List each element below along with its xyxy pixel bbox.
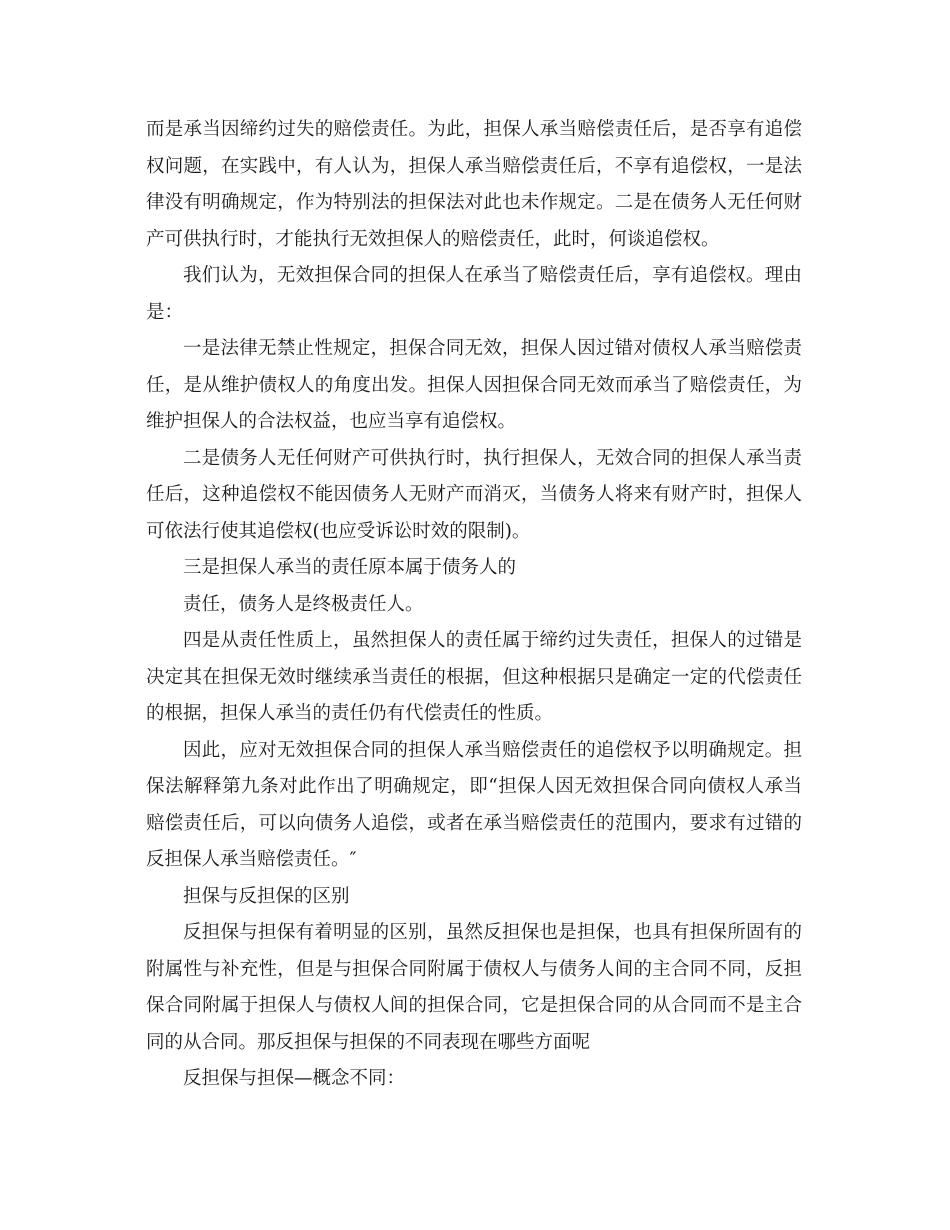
paragraph-reason-three: 三是担保人承当的责任原本属于债务人的	[183, 557, 517, 578]
paragraph-reason-three-cont: 责任，债务人是终极责任人。	[183, 593, 424, 615]
paragraph-reason-four: 四是从责任性质上，虽然担保人的责任属于缔约过失责任，担保人的过错是决定其在担保无效时继续承当责任的根据，但这种根据只是确定一定的代偿责任的根据，担保人承当的责任仍有代偿责任的性质。	[146, 630, 802, 724]
document-body	[146, 112, 802, 1098]
paragraph-concept: 反担保与担保—概念不同：	[183, 1068, 406, 1089]
paragraph-difference: 反担保与担保有着明显的区别，虽然反担保也是担保，也具有担保所固有的附属性与补充性，但是与担保合同附属于债权人与债务人间的主合同不同，反担保合同附属于担保人与债权人间的担保合同，它是担保合同的从合同而不是主合同的从合同。那反担保与担保的不同表现在哪些方面呢	[146, 922, 802, 1053]
paragraph-continuation: 而是承当因缔约过失的赔偿责任。为此，担保人承当赔偿责任后，是否享有追偿权问题，在实践中，有人认为，担保人承当赔偿责任后，不享有追偿权，一是法律没有明确规定，作为特别法的担保法对此也未作规定。二是在债务人无任何财产可供执行时，才能执行无效担保人的赔偿责任，此时，何谈追偿权。	[146, 119, 802, 250]
paragraph-conclusion: 因此，应对无效担保合同的担保人承当赔偿责任的追偿权予以明确规定。担保法解释第九条对此作出了明确规定，即“担保人因无效担保合同向债权人承当赔偿责任后，可以向债务人追偿，或者在承当赔偿责任的范围内，要求有过错的反担保人承当赔偿责任。″	[146, 739, 802, 870]
paragraph-reason-one: 一是法律无禁止性规定，担保合同无效，担保人因过错对债权人承当赔偿责任，是从维护债权人的角度出发。担保人因担保合同无效而承当了赔偿责任，为维护担保人的合法权益，也应当享有追偿权。	[146, 338, 802, 432]
paragraph-reason-two: 二是债务人无任何财产可供执行时，执行担保人，无效合同的担保人承当责任后，这种追偿权不能因债务人无财产而消灭，当债务人将来有财产时，担保人可依法行使其追偿权(也应受诉讼时效的限制)。	[146, 447, 802, 542]
section-heading: 担保与反担保的区别	[183, 885, 350, 907]
paragraph-opinion: 我们认为，无效担保合同的担保人在承当了赔偿责任后，享有追偿权。理由是：	[146, 265, 802, 323]
